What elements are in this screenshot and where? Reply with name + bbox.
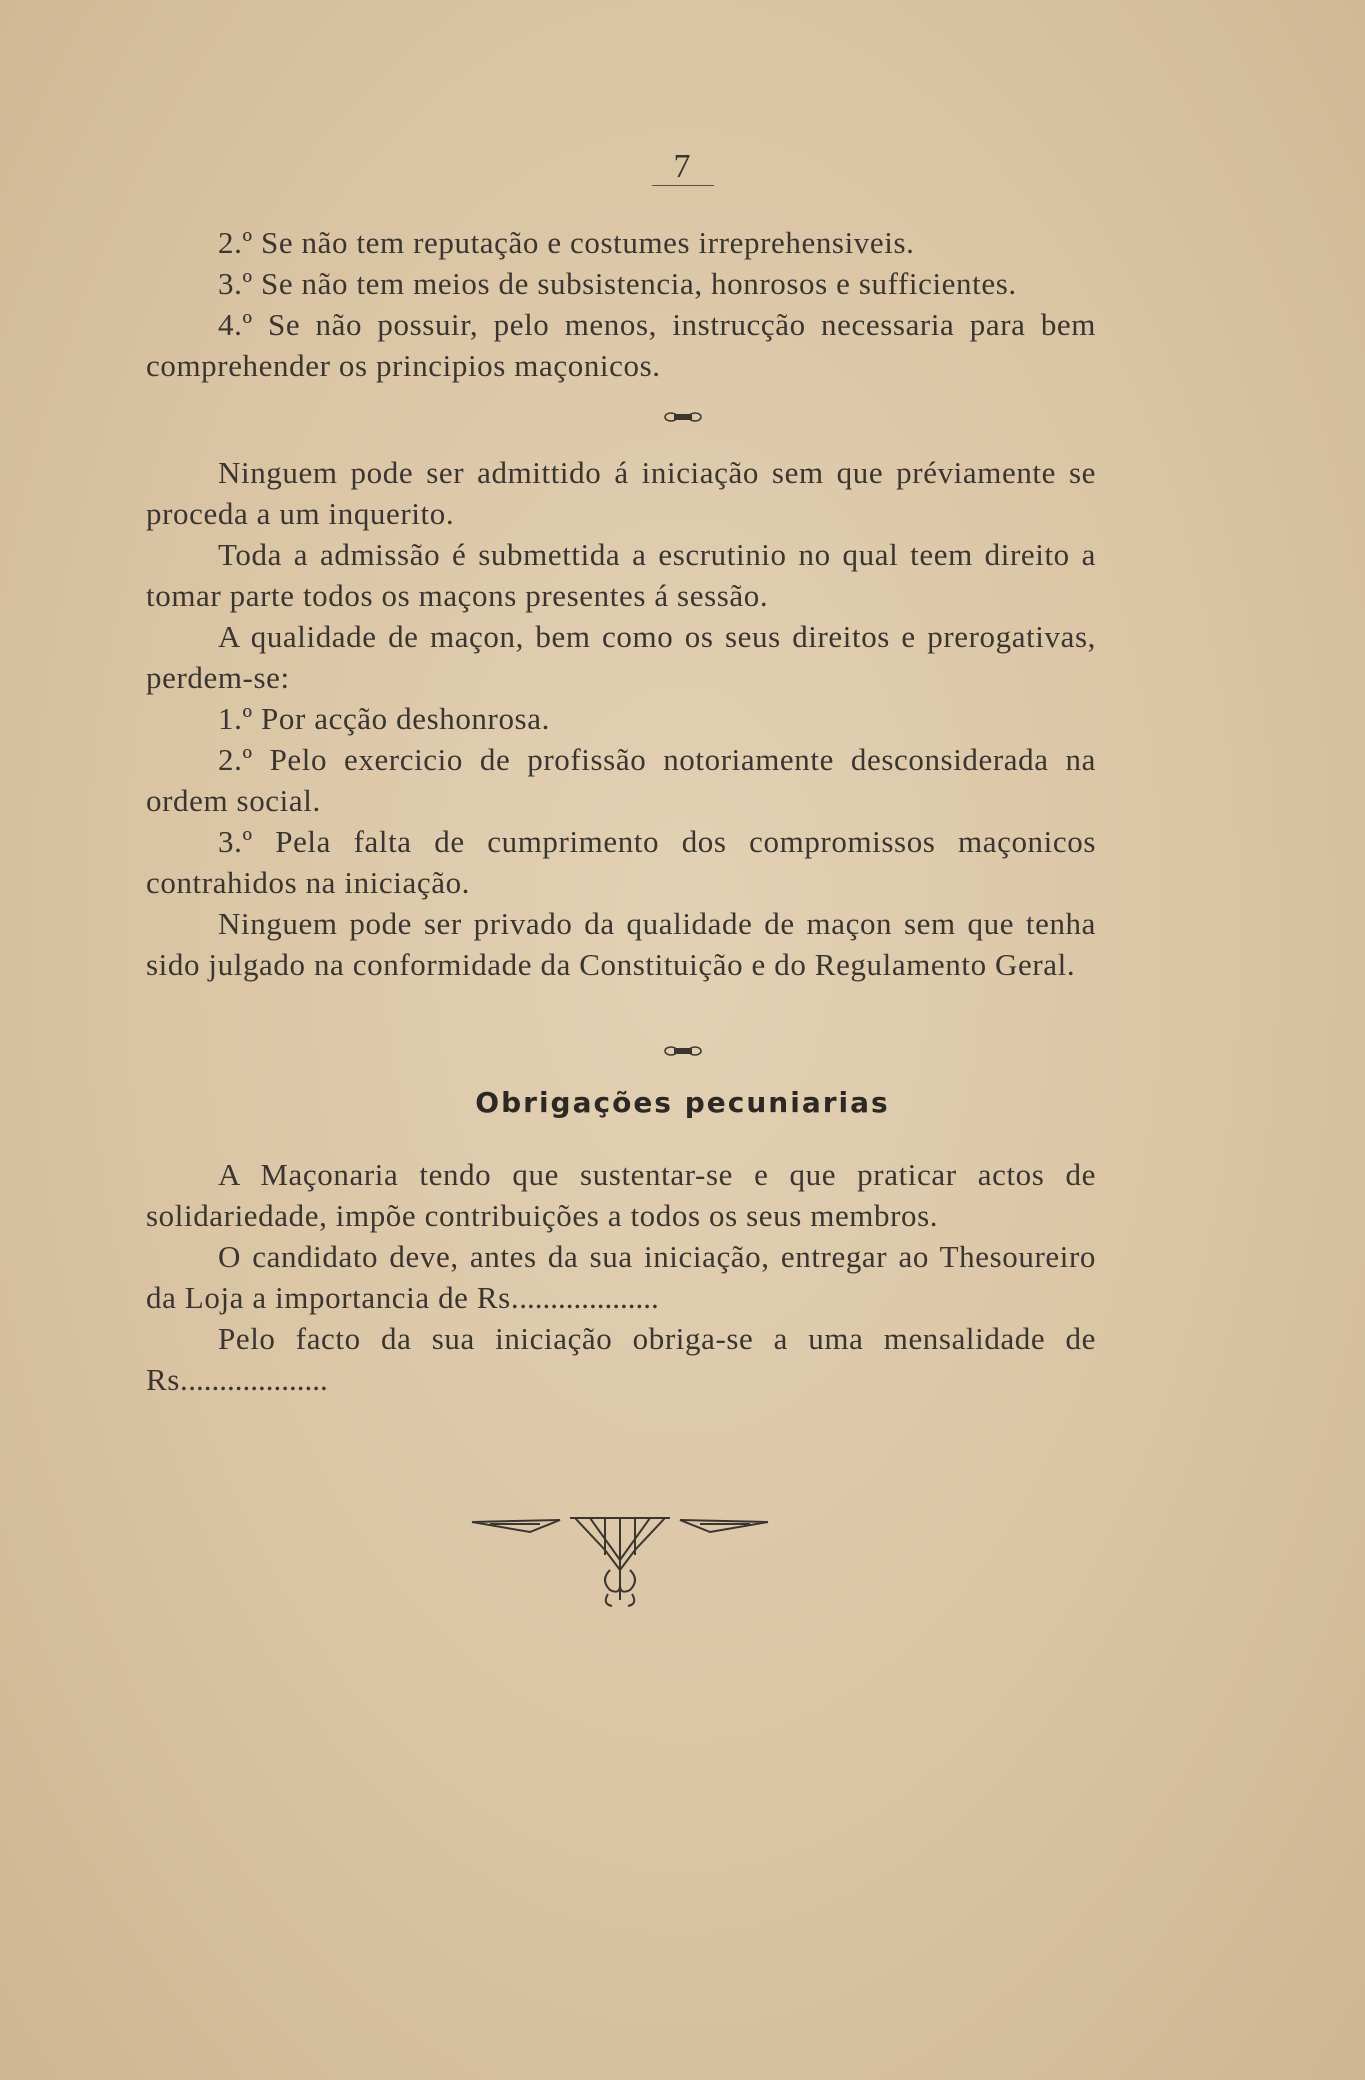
section-heading: Obrigações pecuniarias: [475, 1086, 890, 1119]
list-item: 2.º Se não tem reputação e costumes irreprehensiveis.: [218, 225, 915, 260]
blank-amount: ..................: [519, 1280, 659, 1315]
qualification-list: [146, 222, 1096, 386]
admission-section: [146, 452, 1096, 985]
list-item: 4.º Se não possuir, pelo menos, instrucção necessaria para bem comprehender os principios maçonicos.: [146, 307, 1096, 383]
list-item: 3.º Se não tem meios de subsistencia, honrosos e sufficientes.: [218, 266, 1017, 301]
paragraph: Toda a admissão é submettida a escrutinio no qual teem direito a tomar parte todos os maçons presentes á sessão.: [146, 537, 1096, 613]
list-item: 1.º Por acção deshonrosa.: [218, 701, 550, 736]
list-item: 2.º Pelo exercicio de profissão notoriamente desconsiderada na ordem social.: [146, 742, 1096, 818]
page-number: 7: [0, 148, 1365, 186]
divider-ornament-icon: [0, 410, 1365, 429]
paragraph: Ninguem pode ser admittido á iniciação sem que préviamente se proceda a um inquerito.: [146, 455, 1096, 531]
paragraph: A qualidade de maçon, bem como os seus direitos e prerogativas, perdem-se:: [146, 619, 1096, 695]
end-ornament-icon: [470, 1510, 770, 1615]
paragraph: Ninguem pode ser privado da qualidade de maçon sem que tenha sido julgado na conformidade da Constituição e do Regulamento Geral.: [146, 906, 1096, 982]
paragraph: Pelo facto da sua iniciação obriga-se a uma mensalidade de Rs...................: [146, 1321, 1096, 1397]
blank-amount: ..................: [188, 1362, 328, 1397]
list-item: 3.º Pela falta de cumprimento dos compromissos maçonicos contrahidos na iniciação.: [146, 824, 1096, 900]
divider-ornament-icon: [0, 1044, 1365, 1063]
paragraph: A Maçonaria tendo que sustentar-se e que praticar actos de solidariedade, impõe contribuições a todos os seus membros.: [146, 1157, 1096, 1233]
paragraph: O candidato deve, antes da sua iniciação, entregar ao Thesoureiro da Loja a importancia de Rs...................: [146, 1239, 1096, 1315]
pecuniary-section: [146, 1154, 1096, 1400]
